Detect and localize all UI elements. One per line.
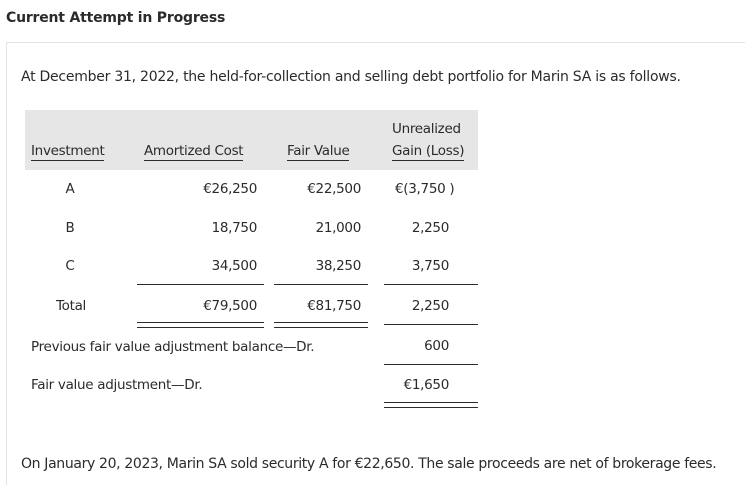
page-title: Current Attempt in Progress — [6, 10, 226, 26]
table-row-investment: A — [65, 181, 75, 197]
question-card — [6, 42, 745, 485]
total-unrealized: 2,250 — [411, 298, 449, 314]
previous-balance-value: 600 — [424, 338, 449, 354]
table-row-amortized-cost: 34,500 — [211, 258, 257, 274]
page-header — [0, 0, 745, 38]
total-fair-value: €81,750 — [307, 298, 361, 314]
previous-balance-rule — [384, 364, 478, 365]
table-row-unrealized: €(3,750 ) — [395, 181, 455, 197]
table-row-amortized-cost: 18,750 — [211, 220, 257, 236]
header-unrealized-line1: Unrealized — [392, 121, 461, 137]
table-row-fair-value: 21,000 — [315, 220, 361, 236]
fair-value-adjustment-double-rule — [384, 402, 478, 408]
fair-value-adjustment-value: €1,650 — [403, 377, 449, 393]
header-amortized-cost: Amortized Cost — [144, 143, 244, 159]
table-row-fair-value: €22,500 — [307, 181, 361, 197]
total-double-rule-amortized-cost — [137, 322, 264, 328]
table-row-amortized-cost: €26,250 — [203, 181, 257, 197]
intro-text: At December 31, 2022, the held-for-collection and selling debt portfolio for Marin SA is as follows. — [21, 69, 681, 85]
table-header — [25, 110, 478, 170]
header-fair-value: Fair Value — [287, 143, 350, 159]
table-row-investment: C — [65, 258, 75, 274]
total-double-rule-fair-value — [274, 322, 368, 328]
header-investment: Investment — [31, 143, 105, 159]
fair-value-adjustment-label: Fair value adjustment—Dr. — [31, 377, 203, 393]
subtotal-rule-unrealized — [384, 284, 478, 285]
table-row-investment: B — [65, 220, 75, 236]
subtotal-rule-fair-value — [274, 284, 368, 285]
table-row-unrealized: 2,250 — [411, 220, 449, 236]
total-label: Total — [55, 298, 87, 314]
subtotal-rule-amortized-cost — [137, 284, 264, 285]
table-row-fair-value: 38,250 — [315, 258, 361, 274]
previous-balance-label: Previous fair value adjustment balance—Dr. — [31, 339, 315, 355]
header-unrealized-line2: Gain (Loss) — [392, 143, 465, 159]
table-row-unrealized: 3,750 — [411, 258, 449, 274]
footer-text: On January 20, 2023, Marin SA sold security A for €22,650. The sale proceeds are net of brokerage fees. — [21, 456, 717, 472]
total-rule-unrealized — [384, 324, 478, 325]
total-amortized-cost: €79,500 — [203, 298, 257, 314]
